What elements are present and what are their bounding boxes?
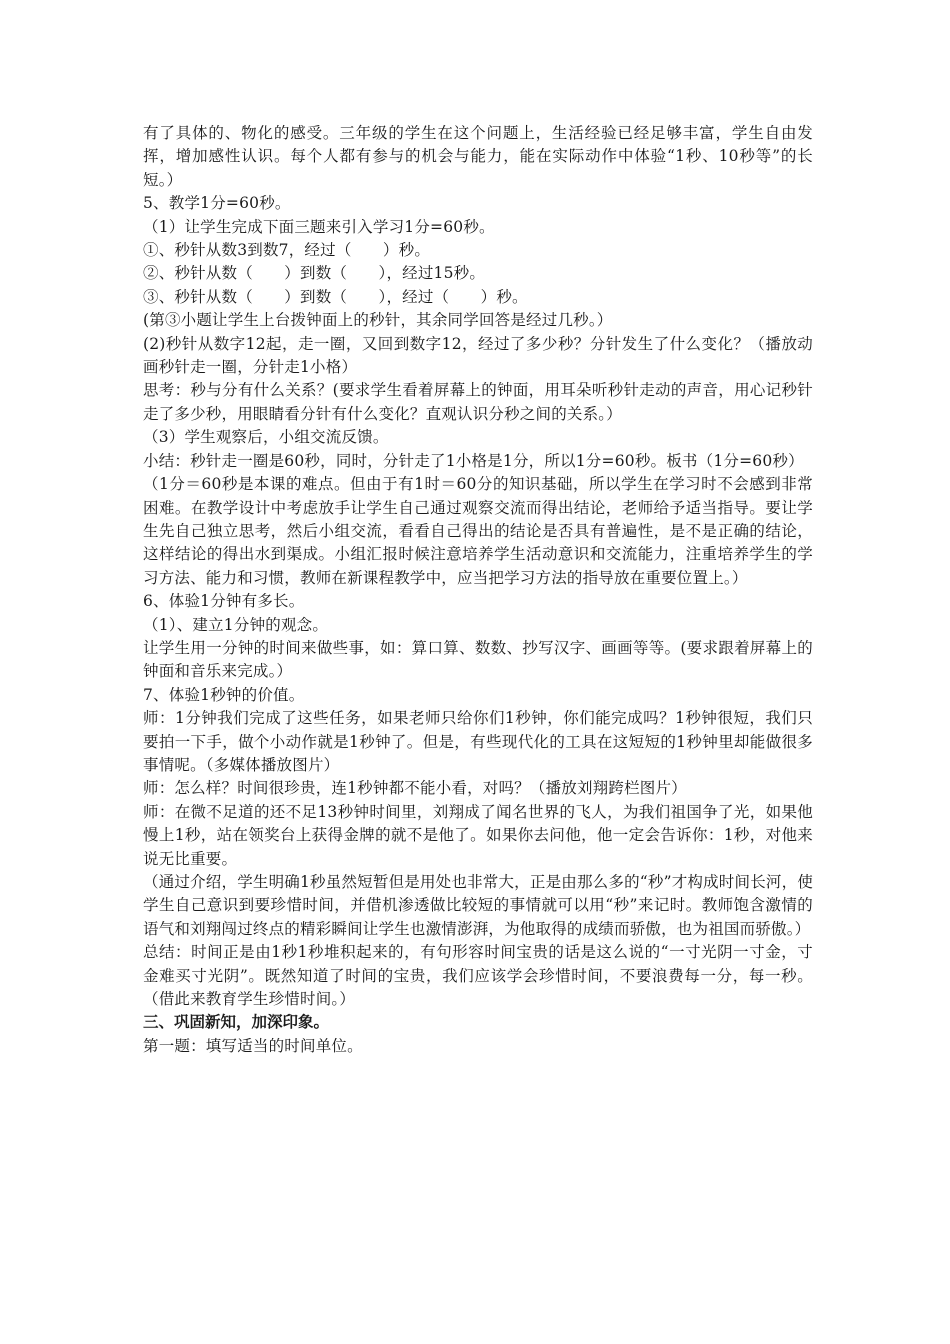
step-6-activity: 让学生用一分钟的时间来做些事，如：算口算、数数、抄写汉字、画画等等。(要求跟着屏幕上的钟面和音乐来完成。） (143, 638, 813, 681)
paragraph-intro-continuation: 有了具体的、物化的感受。三年级的学生在这个问题上，生活经验已经足够丰富，学生自由发挥，增加感性认识。每个人都有参与的机会与能力，能在实际动作中体验“1秒、10秒等”的长短。） (143, 124, 813, 189)
step-5-title: 5、教学1分=60秒。 (143, 194, 291, 213)
introduction-note: （通过介绍，学生明确1秒虽然短暂但是用处也非常大，正是由那么多的“秒”才构成时间长河，使学生自己意识到要珍惜时间，并借机渗透做比较短的事情就可以用“秒”来记时。教师饱含激情的语气和刘翔闯过终点的精彩瞬间让学生也激情澎湃，为他取得的成绩而骄傲，也为祖国而骄傲。） (143, 873, 814, 938)
step-6-1-concept: （1）、建立1分钟的观念。 (143, 615, 329, 634)
exercise-3: ③、秒针从数（ ）到数（ ），经过（ ）秒。 (143, 287, 528, 306)
step-6-title: 6、体验1分钟有多长。 (143, 592, 305, 611)
teacher-remark-1: 师：1分钟我们完成了这些任务，如果老师只给你们1秒钟，你们能完成吗？1秒钟很短，我们只要拍一下手，做个小动作就是1秒钟了。但是，有些现代化的工具在这短短的1秒钟里却能做很多事情呢。（多媒体播放图片） (143, 709, 813, 774)
teacher-remark-2: 师：怎么样？时间很珍贵，连1秒钟都不能小看，对吗？（播放刘翔跨栏图片） (143, 779, 687, 798)
teacher-remark-3: 师：在微不足道的还不足13秒钟时间里，刘翔成了闻名世界的飞人，为我们祖国争了光，如果他慢上1秒，站在领奖台上获得金牌的就不是他了。如果你去问他，他一定会告诉你：1秒，对他来说无比重要。 (143, 802, 813, 868)
summary-paragraph: 小结：秒针走一圈是60秒，同时，分针走了1小格是1分，所以1分=60秒。板书（1分=60秒） (143, 451, 804, 470)
exercise-1: ①、秒针从数3到数7，经过（ ）秒。 (143, 241, 431, 260)
difficulty-note: （1分＝60秒是本课的难点。但由于有1时＝60分的知识基础，所以学生在学习时不会感到非常困难。在教学设计中考虑放手让学生自己通过观察交流而得出结论，老师给予适当指导。要让学生先自己独立思考，然后小组交流，看看自己得出的结论是否具有普遍性，是不是正确的结论，这样结论的得出水到渠成。小组汇报时候注意培养学生活动意识和交流能力，注重培养学生的学习方法、能力和习惯，教师在新课程教学中，应当把学习方法的指导放在重要位置上。） (143, 475, 813, 587)
step-5-2-question: (2)秒针从数字12起，走一圈，又回到数字12，经过了多少秒？分针发生了什么变化？（播放动画秒针走一圈，分针走1小格） (143, 334, 813, 377)
exercise-2: ②、秒针从数（ ）到数（ ），经过15秒。 (143, 264, 486, 283)
section-heading: 三、巩固新知，加深印象。 (143, 1013, 330, 1032)
conclusion-paragraph: 总结：时间正是由1秒1秒堆积起来的，有句形容时间宝贵的话是这么说的“一寸光阴一寸金，寸金难买寸光阴”。既然知道了时间的宝贵，我们应该学会珍惜时间，不要浪费每一分，每一秒。（借此来教育学生珍惜时间。） (143, 943, 813, 1009)
document-page (143, 122, 813, 1058)
exercise-note: (第③小题让学生上台拨钟面上的秒针，其余同学回答是经过几秒。） (143, 311, 613, 330)
step-5-3-observe: （3）学生观察后，小组交流反馈。 (143, 428, 389, 447)
step-5-1-instruction: （1）让学生完成下面三题来引入学习1分=60秒。 (143, 217, 495, 236)
thinking-paragraph: 思考：秒与分有什么关系？(要求学生看着屏幕上的钟面，用耳朵听秒针走动的声音，用心记秒针走了多少秒，用眼睛看分针有什么变化？直观认识分秒之间的关系。） (143, 381, 813, 423)
first-question: 第一题：填写适当的时间单位。 (143, 1036, 363, 1055)
step-7-title: 7、体验1秒钟的价值。 (143, 685, 305, 704)
